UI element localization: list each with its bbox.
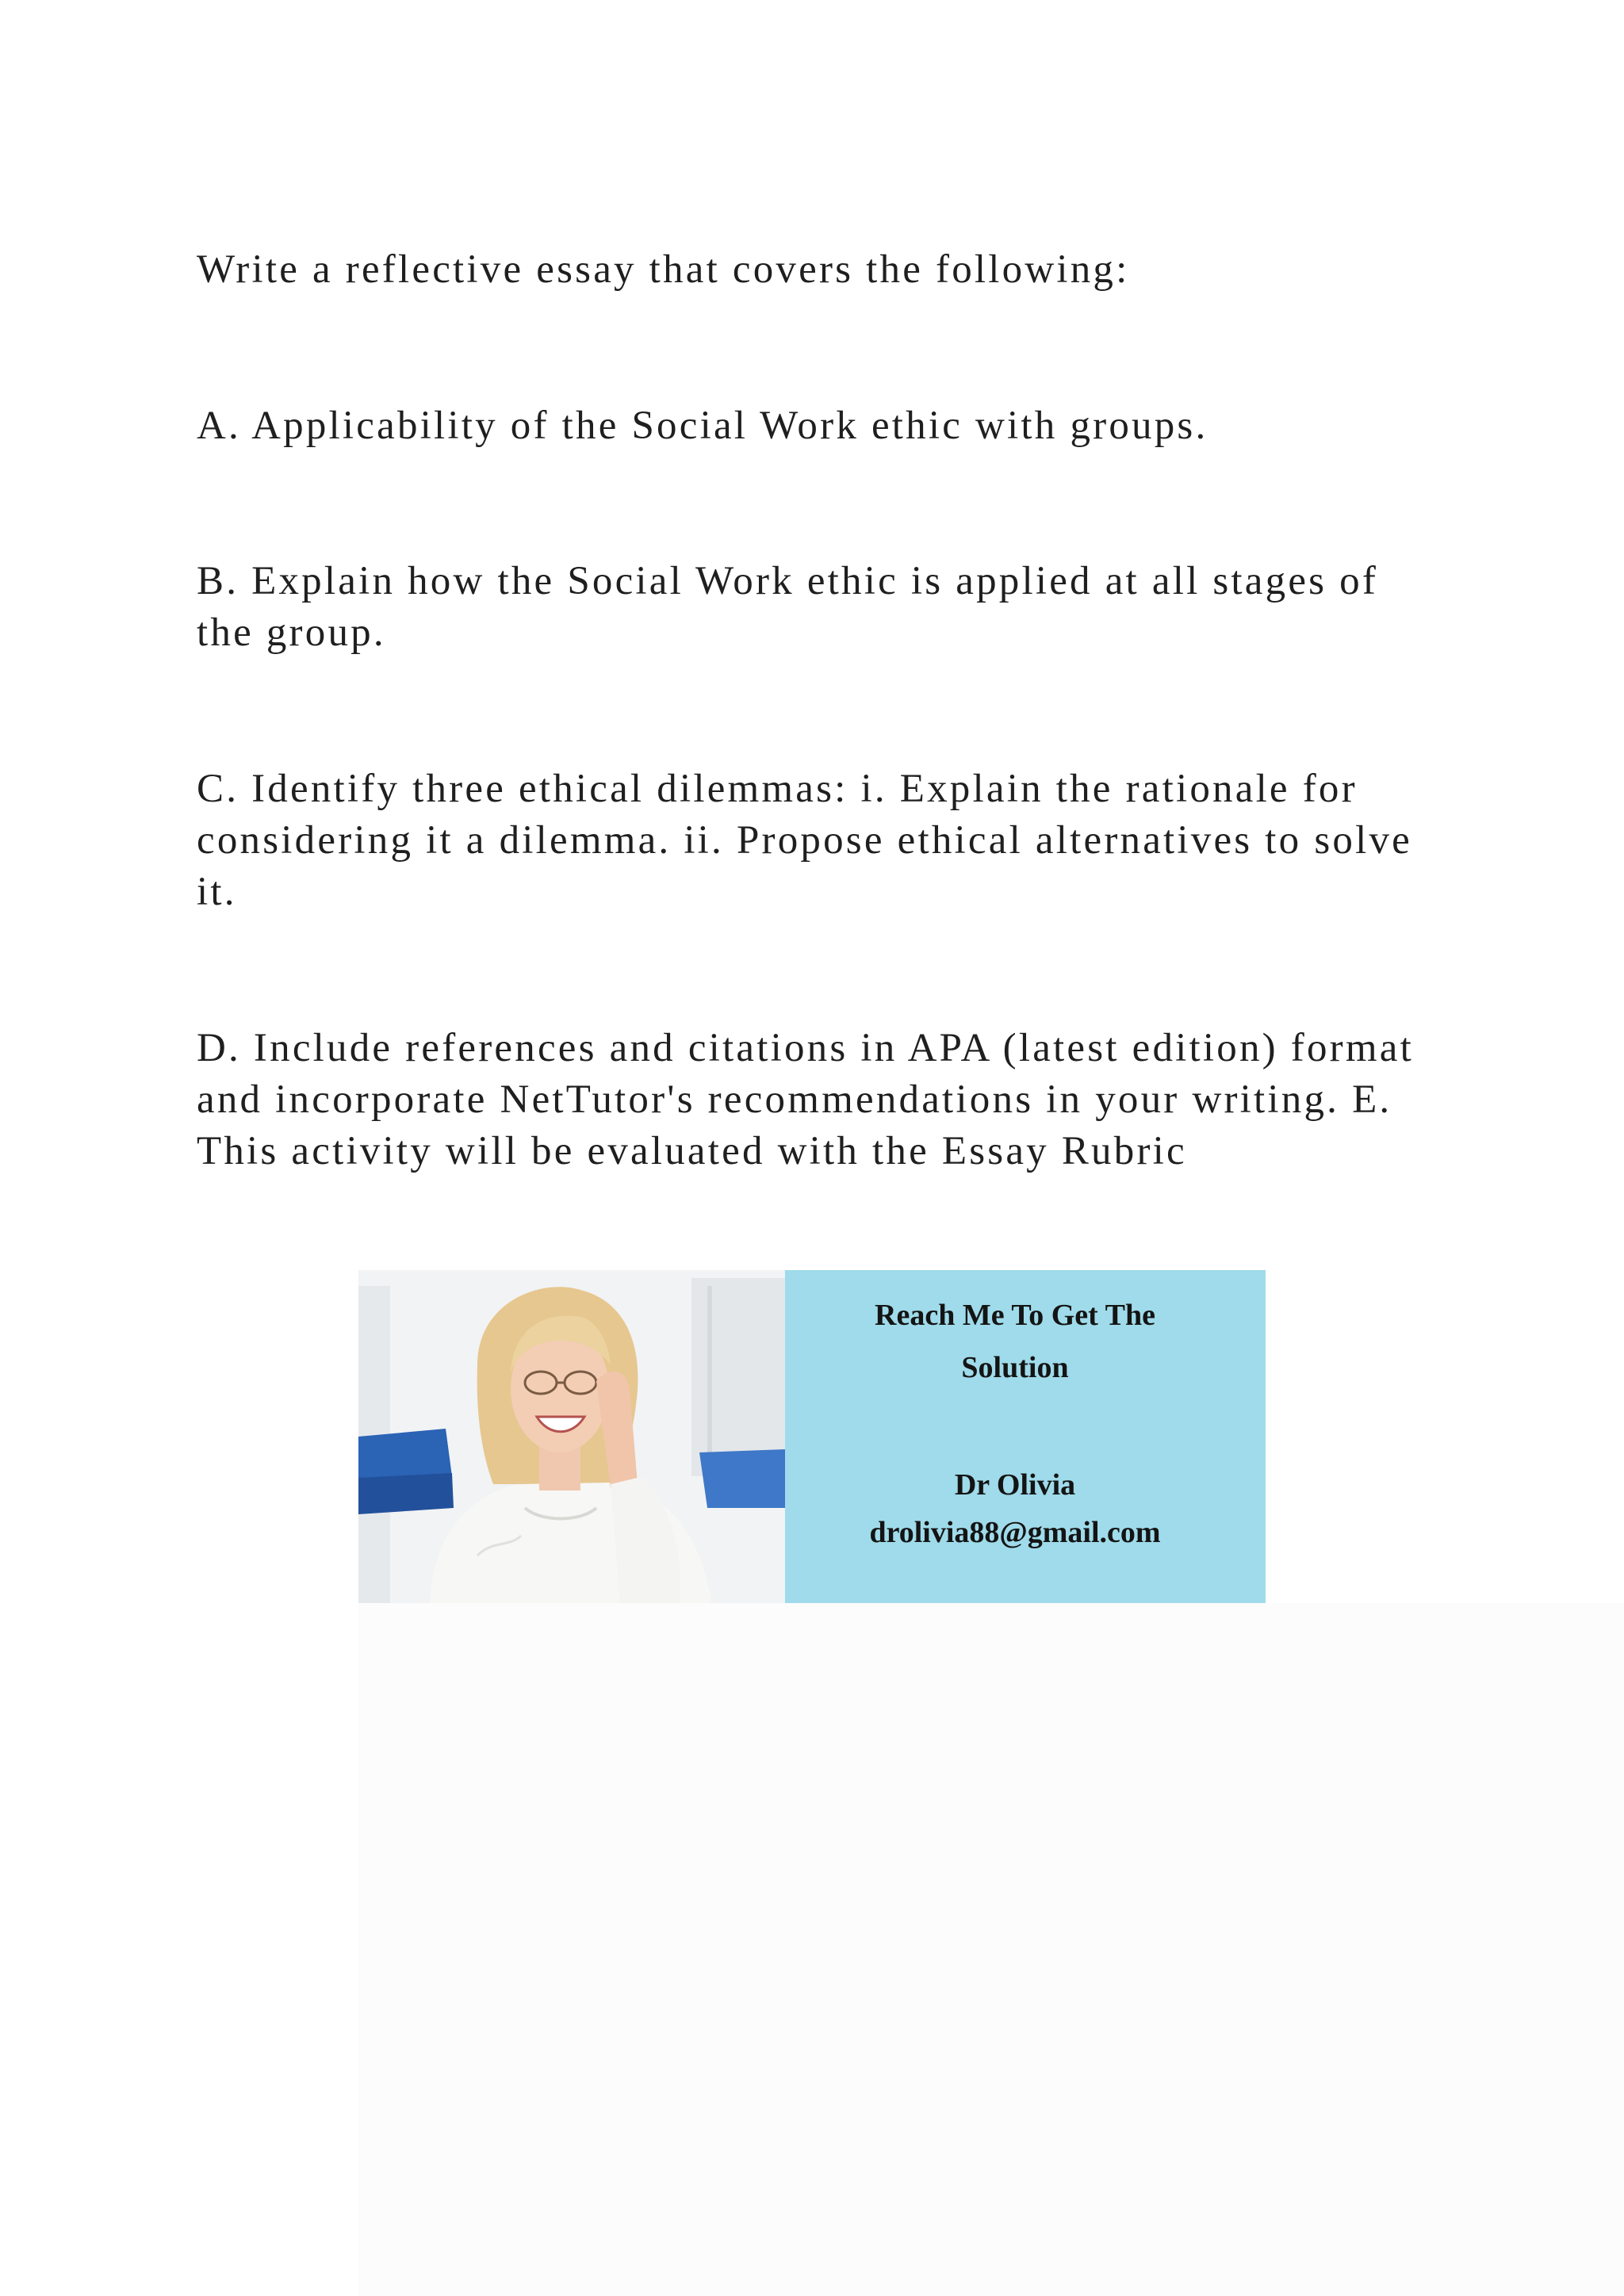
contact-banner xyxy=(358,1270,1266,1603)
banner-heading-line1: Reach Me To Get The xyxy=(875,1299,1155,1332)
background-shade xyxy=(358,1603,1624,2296)
item-d: D. Include references and citations in APA (latest edition) format and incorporate NetTutor's recommendations in your writing. E. This activity will be evaluated with the Essay Rubric xyxy=(197,1026,1414,1173)
contact-name: Dr Olivia xyxy=(954,1468,1076,1502)
item-c: C. Identify three ethical dilemmas: i. Explain the rationale for considering it a dilemma. ii. Propose ethical alternatives to solve it. xyxy=(197,767,1412,914)
item-b: B. Explain how the Social Work ethic is applied at all stages of the group. xyxy=(197,559,1379,655)
essay-instruction: Write a reflective essay that covers the following: xyxy=(197,247,1130,292)
item-a: A. Applicability of the Social Work ethic with groups. xyxy=(197,404,1208,448)
contact-email: drolivia88@gmail.com xyxy=(869,1516,1161,1549)
woman-illustration xyxy=(358,1270,785,1603)
banner-heading-line2: Solution xyxy=(961,1351,1069,1384)
smiling-woman-photo xyxy=(358,1270,785,1603)
contact-info-panel xyxy=(785,1270,1266,1603)
